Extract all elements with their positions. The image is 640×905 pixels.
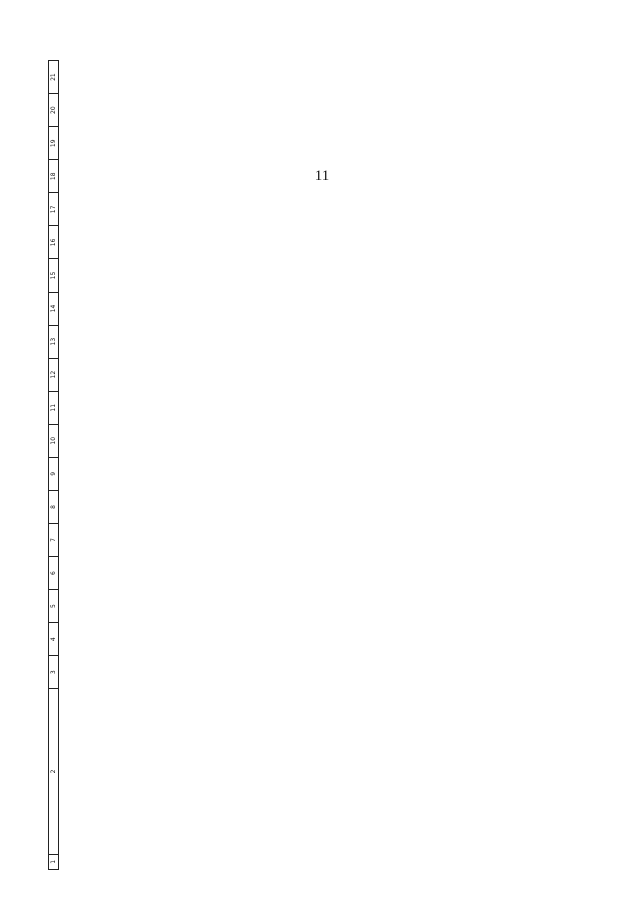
column-number-header: 20 — [49, 94, 59, 127]
column-number-row — [49, 61, 59, 870]
column-number-header: 9 — [49, 457, 59, 490]
rotated-table-container — [48, 60, 608, 870]
column-number-header: 1 — [49, 854, 59, 869]
column-number-header: 11 — [49, 391, 59, 424]
column-number-header: 8 — [49, 490, 59, 523]
column-number-header: 10 — [49, 424, 59, 457]
column-number-header: 16 — [49, 226, 59, 259]
column-number-header: 19 — [49, 127, 59, 160]
column-number-header: 2 — [49, 689, 59, 854]
column-number-header: 12 — [49, 358, 59, 391]
column-number-header: 17 — [49, 193, 59, 226]
table-body — [59, 61, 608, 870]
column-number-header: 6 — [49, 557, 59, 590]
column-number-header: 13 — [49, 325, 59, 358]
column-number-header: 7 — [49, 523, 59, 556]
column-number-header: 21 — [49, 61, 59, 94]
column-number-header: 4 — [49, 623, 59, 656]
page-number: 11 — [314, 168, 330, 184]
column-number-header: 15 — [49, 259, 59, 292]
column-number-header: 3 — [49, 656, 59, 689]
column-number-header: 14 — [49, 292, 59, 325]
column-number-header: 18 — [49, 160, 59, 193]
column-number-header: 5 — [49, 590, 59, 623]
data-table — [48, 60, 608, 870]
